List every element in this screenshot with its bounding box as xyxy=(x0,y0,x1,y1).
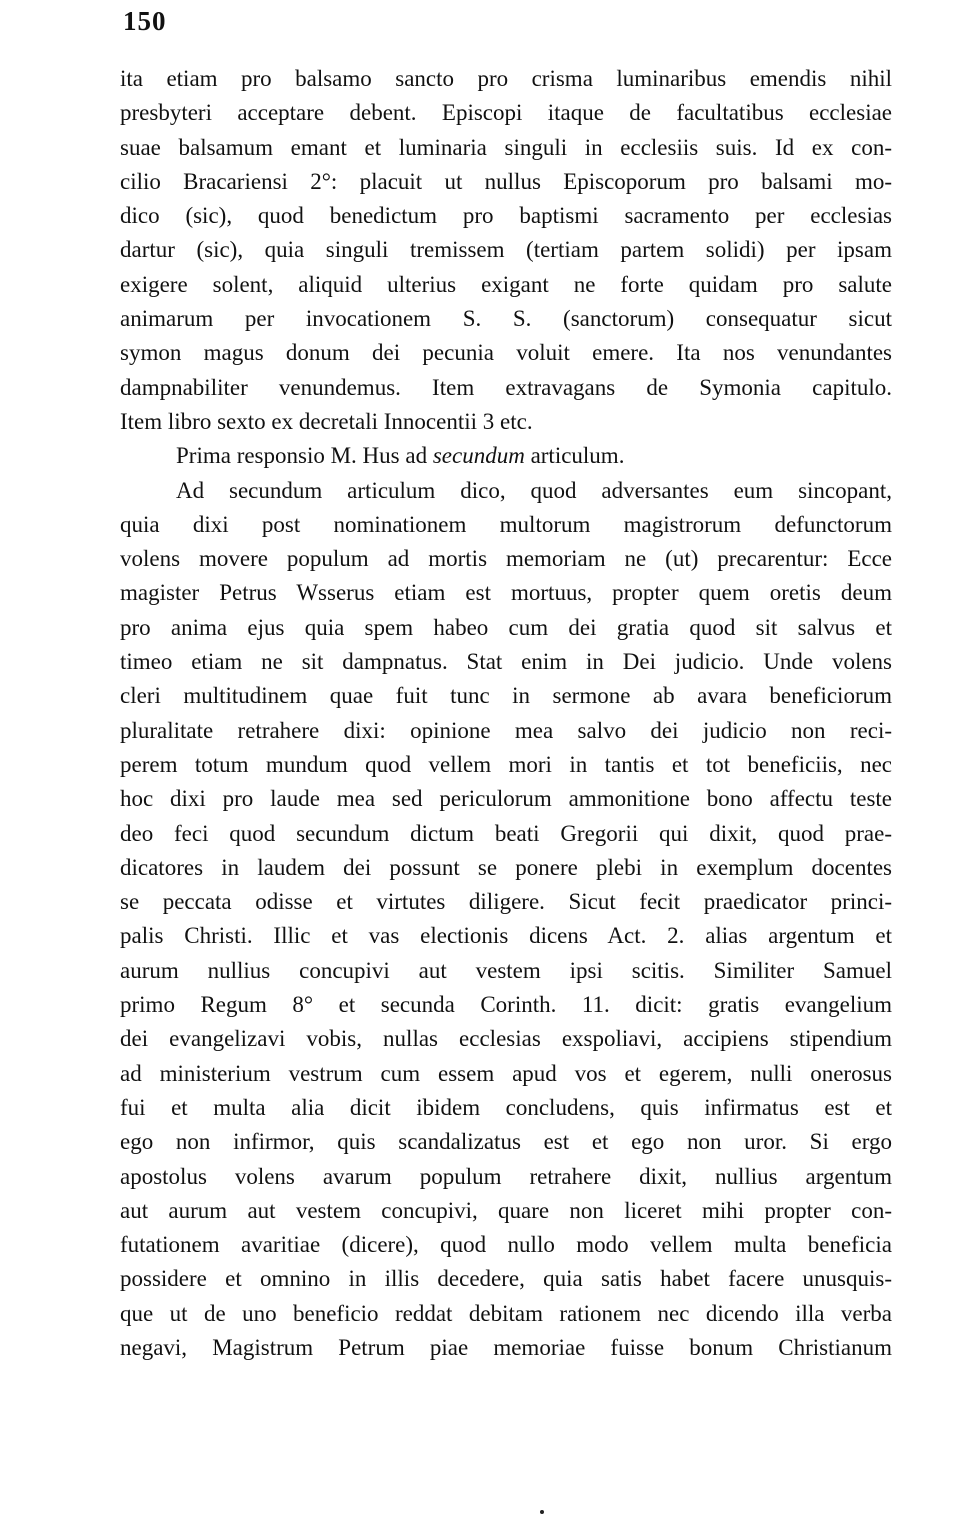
text-line-11: Item libro sexto ex decretali Innocentii 3 etc. xyxy=(120,408,533,434)
text-line-24: dicatores in laudem dei possunt se ponere plebi in exemplum docentes xyxy=(120,854,892,880)
text-line-5: dico (sic), quod benedictum pro baptismi sacramento per ecclesias xyxy=(120,203,892,229)
text-line-32: ego non infirmor, quis scandalizatus est et ego non uror. Si ergo xyxy=(120,1129,892,1155)
text-line-15: volens movere populum ad mortis memoriam ne (ut) precarentur: Ecce xyxy=(120,546,892,572)
text-line-27: aurum nullius concupivi aut vestem ipsi scitis. Similiter Samuel xyxy=(120,957,892,983)
section-heading xyxy=(120,439,892,473)
text-line-19: cleri multitudinem quae fuit tunc in sermone ab avara beneficiorum xyxy=(120,683,892,709)
text-line-23: deo feci quod secundum dictum beati Gregorii qui dixit, quod prae- xyxy=(120,820,892,846)
text-line-20: pluralitate retrahere dixi: opinione mea salvo dei judicio non reci- xyxy=(120,717,892,743)
text-line-1: ita etiam pro balsamo sancto pro crisma luminaribus emendis nihil xyxy=(120,66,892,91)
text-line-8: animarum per invocationem S. S. (sanctorum) consequatur sicut xyxy=(120,306,892,332)
text-line-21: perem totum mundum quod vellem mori in tantis et tot beneficiis, nec xyxy=(120,751,892,777)
text-line-4: cilio Bracariensi 2°: placuit ut nullus Episcoporum pro balsami mo- xyxy=(120,168,892,194)
text-line-18: timeo etiam ne sit dampnatus. Stat enim in Dei judicio. Unde volens xyxy=(120,649,892,675)
text-line-13: Ad secundum articulum dico, quod adversantes eum sincopant, xyxy=(176,477,892,503)
text-line-36: possidere et omnino in illis decedere, quia satis habet facere unusquis- xyxy=(120,1266,892,1292)
text-line-30: ad ministerium vestrum cum essem apud vos et egerem, nulli onerosus xyxy=(120,1060,892,1086)
text-line-29: dei evangelizavi vobis, nullas ecclesias exspoliavi, accipiens stipendium xyxy=(120,1026,892,1052)
text-line-26: palis Christi. Illic et vas electionis dicens Act. 2. alias argentum et xyxy=(120,923,892,949)
body-text xyxy=(120,62,892,1365)
text-line-35: futationem avaritiae (dicere), quod nullo modo vellem multa beneficia xyxy=(120,1232,892,1258)
text-line-31: fui et multa alia dicit ibidem concludens, quis infirmatus est et xyxy=(120,1094,892,1120)
text-line-6: dartur (sic), quia singuli tremissem (tertiam partem solidi) per ipsam xyxy=(120,237,892,263)
print-speck xyxy=(540,1510,544,1514)
page-number: 150 xyxy=(123,6,167,36)
text-line-2: presbyteri acceptare debent. Episcopi itaque de facultatibus ecclesiae xyxy=(120,100,892,126)
text-line-17: pro anima ejus quia spem habeo cum dei gratia quod sit salvus et xyxy=(120,614,892,640)
text-line-34: aut aurum aut vestem concupivi, quare non liceret mihi propter con- xyxy=(120,1197,892,1223)
text-line-9: symon magus donum dei pecunia voluit emere. Ita nos venundantes xyxy=(120,340,892,366)
text-line-25: se peccata odisse et virtutes diligere. Sicut fecit praedicator princi- xyxy=(120,889,892,915)
heading-prefix: Prima responsio M. Hus ad xyxy=(176,443,428,469)
heading-italic: secundum xyxy=(432,443,525,469)
text-line-28: primo Regum 8° et secunda Corinth. 11. dicit: gratis evangelium xyxy=(120,992,892,1018)
text-line-10: dampnabiliter venundemus. Item extravagans de Symonia capitulo. xyxy=(120,374,892,400)
text-line-14: quia dixi post nominationem multorum magistrorum defunctorum xyxy=(120,511,892,537)
text-line-7: exigere solent, aliquid ulterius exigant ne forte quidam pro salute xyxy=(120,271,892,297)
text-line-38: negavi, Magistrum Petrum piae memoriae fuisse bonum Christianum xyxy=(120,1334,892,1360)
text-line-16: magister Petrus Wsserus etiam est mortuus, propter quem oretis deum xyxy=(120,580,892,606)
heading-tail: articulum. xyxy=(530,443,625,469)
text-line-37: que ut de uno beneficio reddat debitam rationem nec dicendo illa verba xyxy=(120,1300,892,1326)
text-line-3: suae balsamum emant et luminaria singuli in ecclesiis suis. Id ex con- xyxy=(120,134,892,160)
text-line-33: apostolus volens avarum populum retrahere dixit, nullius argentum xyxy=(120,1163,892,1189)
text-line-22: hoc dixi pro laude mea sed periculorum ammonitione bono affectu teste xyxy=(120,786,892,812)
